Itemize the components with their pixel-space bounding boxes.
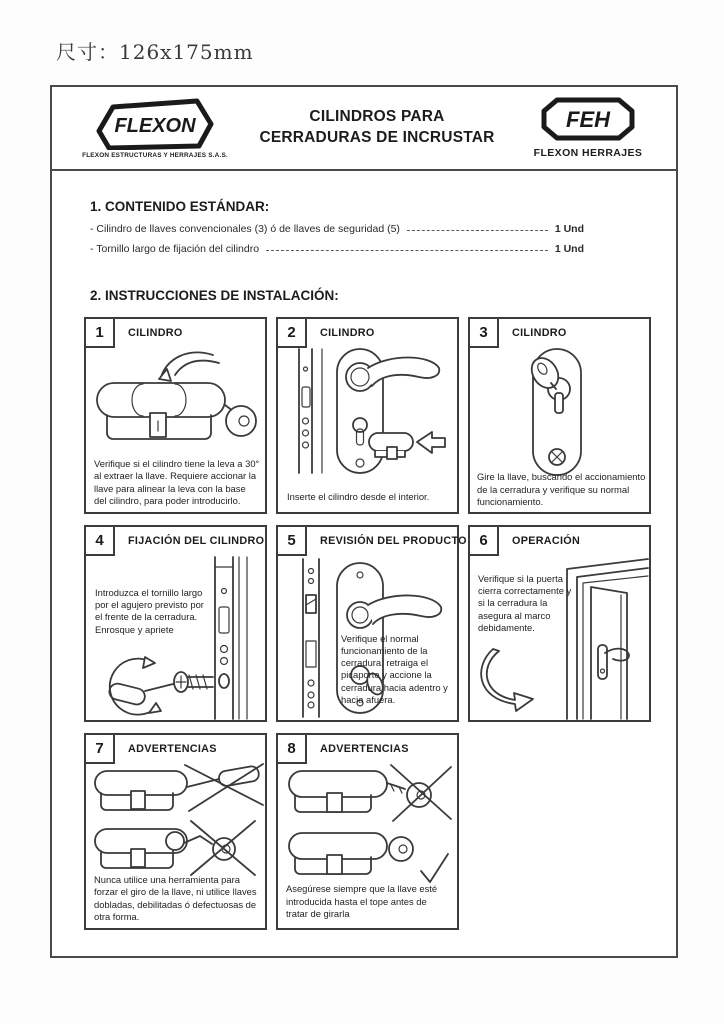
instructions-heading: 2. INSTRUCCIONES DE INSTALACIÓN:	[90, 288, 339, 303]
step-title: OPERACIÓN	[512, 535, 581, 547]
feh-brand-subtitle: FLEXON HERRAJES	[533, 147, 643, 159]
step-caption: Gire la llave, buscando el accionamiento de la cerradura y verifique su normal funcionamiento.	[477, 471, 646, 507]
step-number: 7	[84, 733, 115, 764]
step-number: 5	[276, 525, 307, 556]
svg-text:FLEXON: FLEXON	[114, 114, 196, 137]
forbidden-tools-illustration	[87, 763, 266, 881]
instruction-steps-grid	[84, 317, 651, 930]
step-number: 4	[84, 525, 115, 556]
feh-brand-block	[524, 97, 652, 159]
screw-fixing-illustration	[87, 555, 266, 721]
contents-list	[90, 223, 584, 263]
list-item	[90, 243, 584, 255]
document-frame	[50, 85, 678, 958]
feh-logo-icon	[540, 97, 636, 141]
key-insertion-illustration	[279, 763, 458, 885]
contents-heading: 1. CONTENIDO ESTÁNDAR:	[90, 199, 270, 214]
step-number: 8	[276, 733, 307, 764]
document-title	[230, 107, 524, 149]
step-number: 3	[468, 317, 499, 348]
flexon-brand-block	[80, 98, 230, 159]
step-title: CILINDRO	[128, 327, 183, 339]
step-number: 6	[468, 525, 499, 556]
cylinder-cam-illustration	[87, 347, 266, 465]
step-title: FIJACIÓN DEL CILINDRO	[128, 535, 265, 547]
step-box-2	[276, 317, 459, 514]
step-box-3	[468, 317, 651, 514]
flexon-logo-icon	[94, 98, 216, 150]
step-box-8	[276, 733, 459, 930]
step-caption: Nunca utilice una herramienta para forzar el giro de la llave, ni utilice llaves dobladas, debilitadas ó defectuosas de otra forma.	[94, 874, 257, 922]
svg-text:FEH: FEH	[566, 107, 610, 132]
turn-key-illustration	[471, 347, 650, 477]
step-caption: Verifique el normal funcionamiento de la cerradura: retraiga el picaporte y accione la cerradura hacia adentro y hacia afuera.	[341, 632, 448, 705]
dotted-leader	[407, 230, 548, 231]
step-caption: Verifique si el cilindro tiene la leva a 30° al extraer la llave. Requiere accionar la llave para alinear la leva con la base del cilindro, para poder introducirlo.	[94, 458, 260, 506]
step-caption: Introduzca el tornillo largo por el agujero previsto por el frente de la cerradura. Enrosque y apriete	[95, 587, 204, 635]
step-box-7	[84, 733, 267, 930]
flexon-brand-subtitle: FLEXON ESTRUCTURAS Y HERRAJES S.A.S.	[82, 151, 228, 159]
step-number: 1	[84, 317, 115, 348]
step-box-6	[468, 525, 651, 722]
dimension-note: 尺寸：126x175mm	[56, 40, 254, 64]
step-title: ADVERTENCIAS	[128, 743, 217, 755]
step-title: CILINDRO	[320, 327, 375, 339]
document-header	[52, 87, 676, 171]
content-item-label: - Tornillo largo de fijación del cilindro	[90, 243, 260, 255]
document-title-line2: CERRADURAS DE INCRUSTAR	[259, 129, 495, 146]
step-title: REVISIÓN DEL PRODUCTO	[320, 535, 467, 547]
step-title: ADVERTENCIAS	[320, 743, 409, 755]
step-title: CILINDRO	[512, 327, 567, 339]
step-box-5	[276, 525, 467, 722]
content-item-qty: 1 Und	[554, 243, 584, 255]
step-caption: Asegúrese siempre que la llave esté introducida hasta el tope antes de tratar de girarla	[286, 883, 438, 919]
step-box-4	[84, 525, 267, 722]
dotted-leader	[266, 250, 548, 251]
step-caption: Verifique si la puerta cierra correctamente y si la cerradura la asegura al marco debidamente.	[478, 573, 572, 633]
list-item	[90, 223, 584, 235]
step-caption: Inserte el cilindro desde el interior.	[287, 490, 430, 502]
insert-cylinder-illustration	[279, 347, 458, 475]
content-item-qty: 1 Und	[554, 223, 584, 235]
step-box-1	[84, 317, 267, 514]
document-title-line1: CILINDROS PARA	[309, 108, 445, 126]
step-number: 2	[276, 317, 307, 348]
content-item-label: - Cilindro de llaves convencionales (3) ó de llaves de seguridad (5)	[90, 223, 400, 235]
